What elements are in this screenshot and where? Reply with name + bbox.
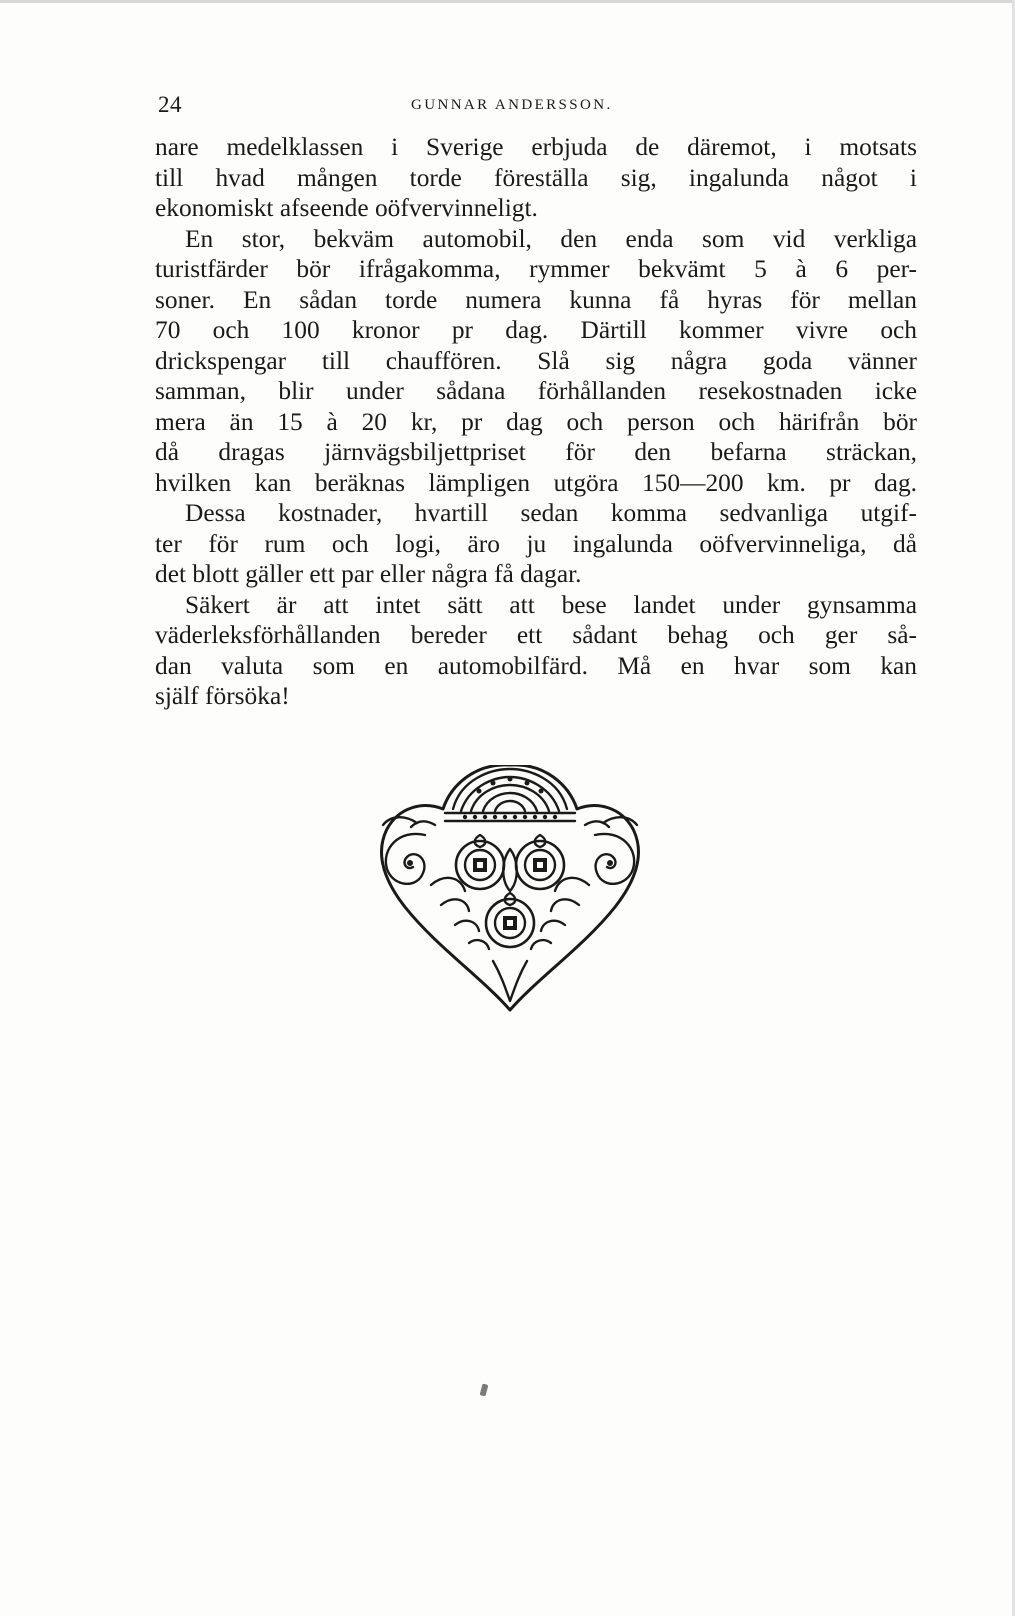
ink-speck	[480, 1383, 489, 1396]
scan-edge-top	[0, 0, 1015, 3]
text-line: samman, blir under sådana förhållanden resekostnaden icke	[155, 377, 917, 405]
text-line: ekonomiskt afseende oöfvervinneligt.	[155, 194, 538, 222]
page-header	[158, 92, 918, 122]
text-line: mera än 15 à 20 kr, pr dag och person och härifrån bör	[155, 407, 917, 436]
text-line: drickspengar till chauffören. Slå sig några goda vänner	[155, 346, 917, 375]
text-line: själf försöka!	[155, 682, 290, 710]
text-line: Säkert är att intet sätt att bese landet under gynsamma	[185, 590, 917, 619]
text-line: då dragas järnvägsbiljettpriset för den befarna sträckan,	[155, 438, 917, 466]
text-line: till hvad mången torde föreställa sig, ingalunda något i	[155, 163, 917, 192]
text-line: dan valuta som en automobilfärd. Må en hvar som kan	[155, 651, 917, 680]
text-line: väderleksförhållanden bereder ett sådant behag och ger så-	[155, 621, 917, 649]
text-line: Dessa kostnader, hvartill sedan komma sedvanliga utgif-	[185, 499, 917, 527]
text-line: En stor, bekväm automobil, den enda som vid verkliga	[185, 224, 917, 253]
text-line: nare medelklassen i Sverige erbjuda de däremot, i motsats	[155, 133, 917, 161]
text-line: 70 och 100 kronor pr dag. Därtill kommer vivre och	[155, 316, 917, 344]
text-line: hvilken kan beräknas lämpligen utgöra 150—200 km. pr dag.	[155, 468, 917, 497]
heart-ornament-icon	[365, 765, 655, 1020]
text-line: soner. En sådan torde numera kunna få hyras för mellan	[155, 285, 917, 314]
text-line: ter för rum och logi, äro ju ingalunda oöfvervinneliga, då	[155, 529, 917, 558]
running-head: GUNNAR ANDERSSON.	[411, 97, 613, 113]
page-number: 24	[158, 92, 182, 117]
text-line: turistfärder bör ifrågakomma, rymmer bekvämt 5 à 6 per-	[155, 255, 917, 283]
text-line: det blott gäller ett par eller några få dagar.	[155, 560, 582, 588]
body-text	[155, 132, 917, 712]
